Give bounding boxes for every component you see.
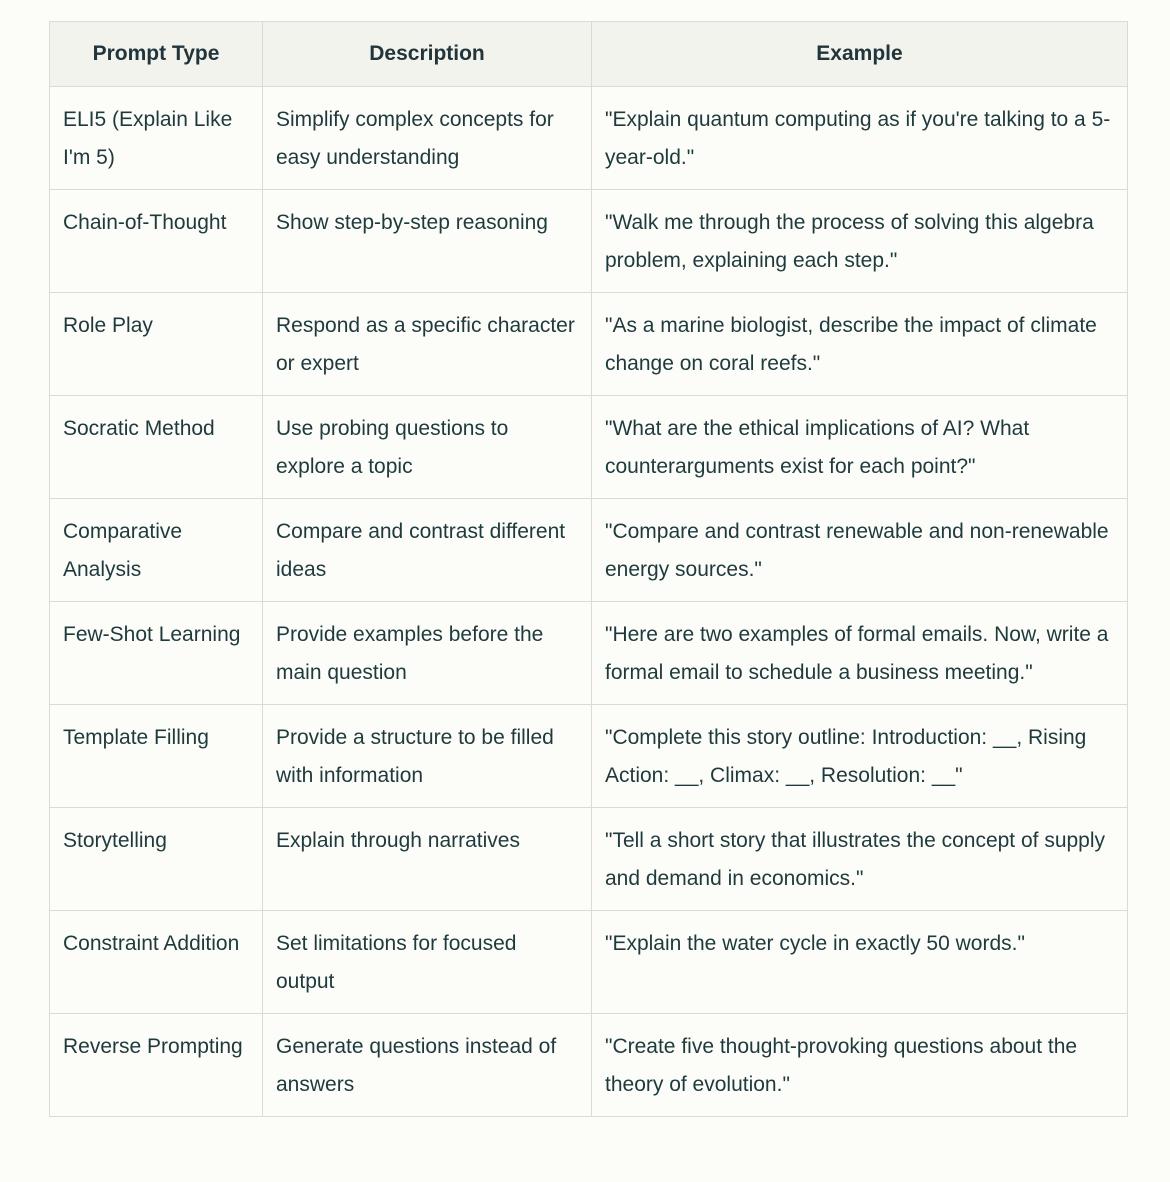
cell-example: "Create five thought-provoking questions about the theory of evolution."	[592, 1014, 1128, 1117]
cell-prompt-type: Chain-of-Thought	[50, 190, 263, 293]
cell-example: "As a marine biologist, describe the impact of climate change on coral reefs."	[592, 293, 1128, 396]
cell-prompt-type: Storytelling	[50, 808, 263, 911]
table-row	[50, 1014, 1128, 1117]
cell-prompt-type: Reverse Prompting	[50, 1014, 263, 1117]
table-row	[50, 602, 1128, 705]
table-header	[50, 22, 1128, 87]
cell-description: Generate questions instead of answers	[263, 1014, 592, 1117]
cell-description: Show step-by-step reasoning	[263, 190, 592, 293]
cell-description: Explain through narratives	[263, 808, 592, 911]
cell-example: "Compare and contrast renewable and non-renewable energy sources."	[592, 499, 1128, 602]
prompt-types-table	[49, 21, 1128, 1117]
cell-example: "Complete this story outline: Introduction: __, Rising Action: __, Climax: __, Resolution: __"	[592, 705, 1128, 808]
cell-prompt-type: Comparative Analysis	[50, 499, 263, 602]
table-body	[50, 87, 1128, 1117]
cell-example: "Walk me through the process of solving this algebra problem, explaining each step."	[592, 190, 1128, 293]
header-description: Description	[263, 22, 592, 87]
header-prompt-type: Prompt Type	[50, 22, 263, 87]
table-row	[50, 293, 1128, 396]
header-row	[50, 22, 1128, 87]
cell-description: Provide examples before the main question	[263, 602, 592, 705]
cell-example: "Here are two examples of formal emails. Now, write a formal email to schedule a business meeting."	[592, 602, 1128, 705]
header-example: Example	[592, 22, 1128, 87]
cell-prompt-type: Socratic Method	[50, 396, 263, 499]
table-row	[50, 396, 1128, 499]
cell-prompt-type: Role Play	[50, 293, 263, 396]
table-row	[50, 808, 1128, 911]
cell-description: Compare and contrast different ideas	[263, 499, 592, 602]
cell-prompt-type: Few-Shot Learning	[50, 602, 263, 705]
cell-example: "Tell a short story that illustrates the concept of supply and demand in economics."	[592, 808, 1128, 911]
cell-description: Simplify complex concepts for easy understanding	[263, 87, 592, 190]
cell-example: "What are the ethical implications of AI? What counterarguments exist for each point?"	[592, 396, 1128, 499]
table-row	[50, 87, 1128, 190]
cell-description: Use probing questions to explore a topic	[263, 396, 592, 499]
cell-prompt-type: ELI5 (Explain Like I'm 5)	[50, 87, 263, 190]
table-row	[50, 190, 1128, 293]
cell-prompt-type: Template Filling	[50, 705, 263, 808]
cell-example: "Explain the water cycle in exactly 50 words."	[592, 911, 1128, 1014]
table-row	[50, 705, 1128, 808]
table-row	[50, 499, 1128, 602]
prompt-types-table-container	[49, 21, 1127, 1117]
cell-example: "Explain quantum computing as if you're talking to a 5-year-old."	[592, 87, 1128, 190]
cell-description: Respond as a specific character or expert	[263, 293, 592, 396]
cell-description: Provide a structure to be filled with information	[263, 705, 592, 808]
table-row	[50, 911, 1128, 1014]
cell-prompt-type: Constraint Addition	[50, 911, 263, 1014]
cell-description: Set limitations for focused output	[263, 911, 592, 1014]
